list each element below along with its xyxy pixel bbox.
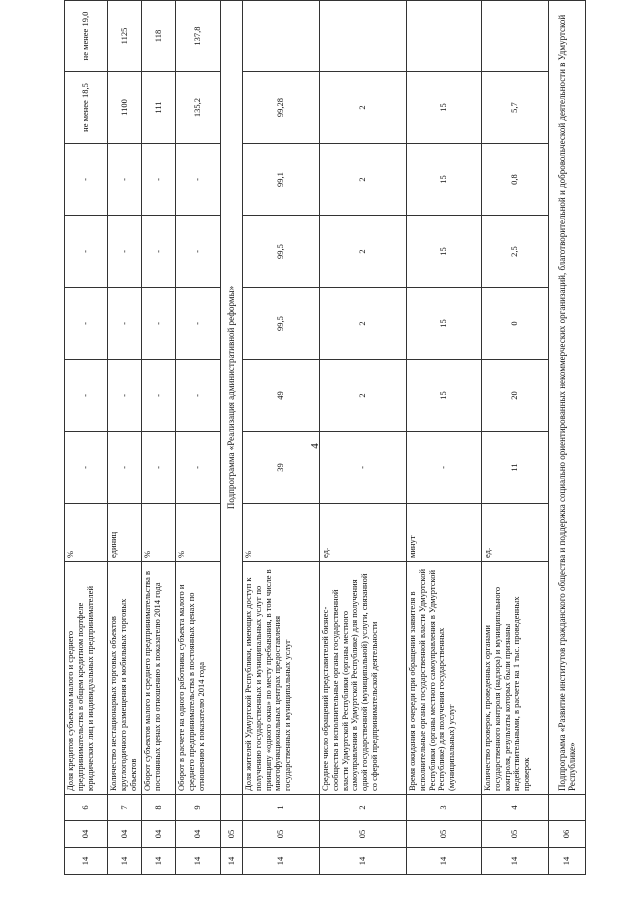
cell-value: - — [108, 432, 142, 504]
cell-desc: Доля кредитов субъектам малого и среднего предпринимательства в общем кредитном портфеле юридических лиц и индивидуальных предпринимателей — [65, 562, 108, 795]
cell-value: 2 — [320, 72, 407, 144]
subprogram-title: Подпрограмма «Реализация административной реформы» — [221, 1, 243, 795]
cell-num: 8 — [142, 795, 176, 821]
cell-value: 137,8 — [176, 1, 221, 72]
cell-gp: 14 — [142, 848, 176, 875]
cell-value: - — [176, 360, 221, 432]
cell-desc: Оборот субъектов малого и среднего предпринимательства в постоянных ценах по отношению к показателю 2014 года — [142, 562, 176, 795]
cell-empty — [221, 795, 243, 821]
indicators-table — [64, 0, 586, 875]
cell-value: - — [108, 288, 142, 360]
cell-value: не менее 19,0 — [65, 1, 108, 72]
cell-gp: 14 — [549, 848, 586, 875]
cell-value: 11 — [482, 432, 549, 504]
cell-unit: % — [243, 504, 320, 562]
cell-value: 15 — [407, 72, 482, 144]
cell-value: 15 — [407, 288, 482, 360]
table-row — [320, 1, 407, 875]
cell-empty — [549, 795, 586, 821]
cell-value: - — [142, 288, 176, 360]
cell-unit: ед. — [482, 504, 549, 562]
cell-value: 20 — [482, 360, 549, 432]
cell-unit: минут — [407, 504, 482, 562]
cell-num: 1 — [243, 795, 320, 821]
table-row — [65, 1, 108, 875]
cell-num: 7 — [108, 795, 142, 821]
cell-gp: 14 — [482, 848, 549, 875]
cell-value: 135,2 — [176, 72, 221, 144]
table-row — [243, 1, 320, 875]
cell-gp: 14 — [407, 848, 482, 875]
cell-value: 5,7 — [482, 72, 549, 144]
cell-value: - — [176, 216, 221, 288]
cell-desc: Доля жителей Удмуртской Республики, имеющих доступ к получению государственных и муниципальных услуг по принципу «одного окна» по месту пребывания, в том числе в многофункциональных центрах предоставления государственных и муниципальных услуг — [243, 562, 320, 795]
cell-value: - — [65, 144, 108, 216]
cell-gp: 14 — [176, 848, 221, 875]
cell-value: не менее 18,5 — [65, 72, 108, 144]
cell-value: 99,5 — [243, 288, 320, 360]
table-row — [142, 1, 176, 875]
cell-gp: 14 — [320, 848, 407, 875]
cell-pp: 05 — [221, 821, 243, 848]
cell-value: 0,8 — [482, 144, 549, 216]
cell-value: - — [108, 144, 142, 216]
cell-num: 9 — [176, 795, 221, 821]
table-row — [407, 1, 482, 875]
cell-num: 6 — [65, 795, 108, 821]
cell-value: - — [142, 144, 176, 216]
cell-gp: 14 — [108, 848, 142, 875]
cell-value — [482, 1, 549, 72]
page-number: 4 — [308, 443, 321, 449]
cell-pp: 04 — [176, 821, 221, 848]
cell-value: 2 — [320, 360, 407, 432]
cell-value: 118 — [142, 1, 176, 72]
cell-value: 99,1 — [243, 144, 320, 216]
cell-value: 2 — [320, 144, 407, 216]
cell-value: - — [176, 288, 221, 360]
subprogram-row — [549, 1, 586, 875]
cell-pp: 05 — [482, 821, 549, 848]
cell-gp: 14 — [221, 848, 243, 875]
cell-value: - — [108, 216, 142, 288]
table-row — [482, 1, 549, 875]
cell-pp: 04 — [108, 821, 142, 848]
cell-value: - — [65, 288, 108, 360]
cell-value: - — [176, 432, 221, 504]
cell-value: 2 — [320, 288, 407, 360]
cell-desc: Оборот в расчете на одного работника субъекта малого и среднего предпринимательства в постоянных ценах по отношению к показателю 2014 года — [176, 562, 221, 795]
cell-value: 1100 — [108, 72, 142, 144]
cell-value: - — [65, 360, 108, 432]
cell-value: 39 — [243, 432, 320, 504]
cell-unit: ед. — [320, 504, 407, 562]
cell-desc: Количество проверок, проведенных органами государственного контроля (надзора) и муниципального контроля, результаты которых были признаны недействительными, в расчете на 1 тыс. проведенных проверок — [482, 562, 549, 795]
cell-value: - — [142, 360, 176, 432]
cell-value: 99,28 — [243, 72, 320, 144]
cell-value: 99,5 — [243, 216, 320, 288]
cell-value: 15 — [407, 216, 482, 288]
cell-unit: единиц — [108, 504, 142, 562]
cell-value: - — [176, 144, 221, 216]
cell-num: 4 — [482, 795, 549, 821]
cell-desc: Время ожидания в очереди при обращении заявителя в исполнительные органы государственной власти Удмуртской Республики (органы местного самоуправления в Удмуртской Республике) для получения государственных (муниципальных) услуг — [407, 562, 482, 795]
cell-value: 2,5 — [482, 216, 549, 288]
cell-value: - — [320, 432, 407, 504]
cell-value: 2 — [320, 216, 407, 288]
cell-value — [243, 1, 320, 72]
cell-value: 49 — [243, 360, 320, 432]
cell-value: 111 — [142, 72, 176, 144]
cell-pp: 06 — [549, 821, 586, 848]
cell-value — [320, 1, 407, 72]
cell-desc: Количество нестационарных торговых объектов круглогодичного размещения и мобильных торговых объектов — [108, 562, 142, 795]
table-row — [176, 1, 221, 875]
subprogram-title: Подпрограмма «Развитие институтов гражданского общества и поддержка социально ориентированных некоммерческих организаций, благотворительной и добровольческой деятельности в Удмуртской Республике» — [549, 1, 586, 795]
cell-value: - — [142, 432, 176, 504]
cell-value: 0 — [482, 288, 549, 360]
cell-desc: Среднее число обращений представителей бизнес-сообщества в исполнительные органы государственной власти Удмуртской Республики (органы местного самоуправления в Удмуртской Республике) для получения одной государственной (муниципальной) услуги, связанной со сферой предпринимательской деятельности — [320, 562, 407, 795]
cell-value: 1125 — [108, 1, 142, 72]
cell-num: 2 — [320, 795, 407, 821]
cell-pp: 05 — [243, 821, 320, 848]
cell-unit: % — [65, 504, 108, 562]
cell-unit: % — [142, 504, 176, 562]
cell-value — [407, 1, 482, 72]
cell-pp: 05 — [320, 821, 407, 848]
cell-value: 15 — [407, 360, 482, 432]
subprogram-row — [221, 1, 243, 875]
rotated-table-wrapper — [64, 11, 585, 875]
cell-value: - — [407, 432, 482, 504]
cell-pp: 04 — [142, 821, 176, 848]
cell-value: - — [65, 216, 108, 288]
cell-gp: 14 — [243, 848, 320, 875]
cell-value: - — [108, 360, 142, 432]
cell-num: 3 — [407, 795, 482, 821]
cell-gp: 14 — [65, 848, 108, 875]
table-row — [108, 1, 142, 875]
cell-value: - — [142, 216, 176, 288]
cell-pp: 05 — [407, 821, 482, 848]
cell-pp: 04 — [65, 821, 108, 848]
cell-value: - — [65, 432, 108, 504]
cell-unit: % — [176, 504, 221, 562]
cell-value: 15 — [407, 144, 482, 216]
